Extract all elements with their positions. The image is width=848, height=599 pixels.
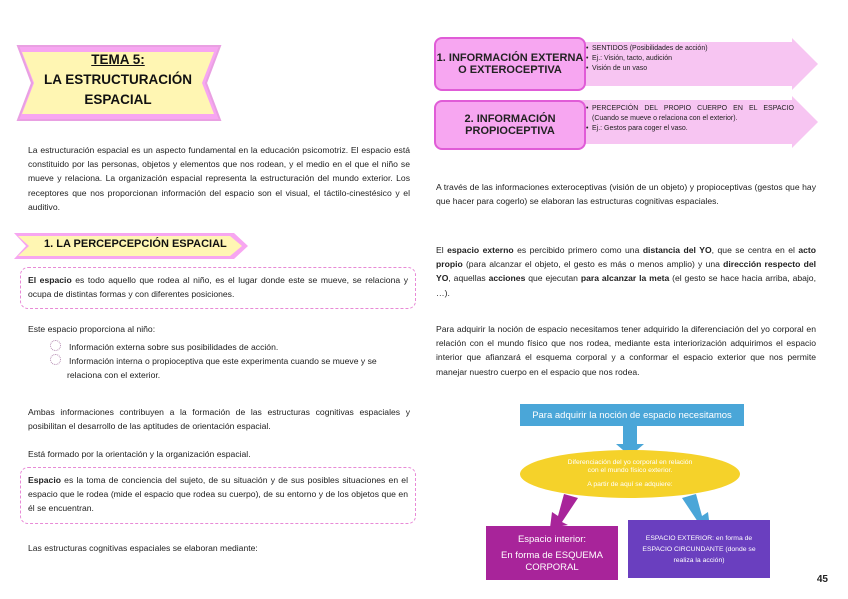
paragraph-b: El espacio externo es percibido primero como una distancia del YO, que se centra en el acto propio (para alcanzar el objeto, el gesto es más o menos amplio) y una dirección respecto del YO, aquellas acciones que ejecutan para alcanzar la meta (el gesto se hace hacia arriba, abajo, …).	[436, 245, 817, 298]
left-box-line-2: En forma de ESQUEMA	[501, 550, 603, 561]
definition-2-term: Espacio	[28, 475, 61, 485]
info-1-label: 1. INFORMACIÓN EXTERNA O EXTEROCEPTIVA	[436, 52, 584, 76]
provides-text: Este espacio proporciona al niño:	[28, 324, 156, 334]
info-2-item: • PERCEPCIÓN DEL PROPIO CUERPO EN EL ESPACIO (Cuando se mueve o relaciona con el exterior).	[586, 104, 794, 124]
ellipse-line-2: con el mundo físico exterior.	[587, 467, 673, 474]
definition-1-term: El espacio	[28, 275, 72, 285]
bullet-text: Información externa sobre sus posibilidades de acción.	[69, 342, 279, 352]
info-1-item: • SENTIDOS (Posibilidades de acción)	[586, 44, 786, 54]
ellipse-line-3: A partir de aquí se adquiere:	[587, 481, 673, 488]
dotted-circle-icon	[50, 340, 61, 351]
title-line-2: LA ESTRUCTURACIÓN	[44, 72, 192, 87]
bullet-list	[50, 340, 410, 383]
info-2-label: 2. INFORMACIÓN PROPIOCEPTIVA	[464, 113, 556, 137]
formed-text: Está formado por la orientación y la organización espacial.	[28, 449, 251, 459]
bullet-item	[50, 340, 410, 354]
right-box-line-3: realiza la acción)	[673, 557, 725, 564]
info-2-list	[586, 104, 794, 134]
page-number: 45	[816, 574, 828, 585]
right-box-line-2: ESPACIO CIRCUNDANTE (donde se	[642, 546, 756, 553]
left-box-line-1: Espacio interior:	[517, 534, 587, 545]
down-arrow-left	[550, 494, 578, 528]
definition-2-body: es la toma de conciencia del sujeto, de su situación y de sus posibles situaciones en el espacio que le rodea (mide el espacio que rodea su cuerpo), de su entorno y de los objetos que en él se encuentran.	[28, 475, 408, 514]
intro-paragraph: La estructuración espacial es un aspecto fundamental en la educación psicomotriz. El espacio está constituido por las personas, objetos y elementos que nos rodean, y el medio en el que el niño se mueve y relaciona. La organización espacial representa la estructuración del mundo exterior. Los receptores que nos proporcionan información del espacio son el visual, el táctilo-cinestésico y el auditivo.	[28, 145, 410, 212]
info-2-item: • Ej.: Gestos para coger el vaso.	[586, 124, 794, 134]
paragraph-c: Para adquirir la noción de espacio necesitamos tener adquirido la diferenciación del yo corporal en relación con el mundo físico que nos rodea, mediante esta interiorización adquirimos el espacio interior que afianzará el esquema corporal y a conformar el espacio exterior que nos permite manejar nuestro cuerpo en el espacio que nos rodea.	[436, 324, 816, 377]
title-line-1: TEMA 5:	[91, 52, 145, 67]
diagram-top-text: Para adquirir la noción de espacio necesitamos	[532, 410, 732, 421]
cognitive-text: Las estructuras cognitivas espaciales se elaboran mediante:	[28, 543, 258, 553]
info-box-proprioceptive	[434, 100, 586, 150]
title-line-3: ESPACIAL	[84, 92, 152, 107]
definition-2-text	[28, 473, 408, 516]
paragraph-a: A través de las informaciones exteroceptivas (visión de un objeto) y propioceptivas (gestos que hay que hacer para cogerlo) se elaboran las estructuras cognitivas espaciales.	[436, 182, 816, 207]
definition-1-text	[28, 273, 408, 301]
info-box-external	[434, 37, 586, 91]
both-paragraph: Ambas informaciones contribuyen a la formación de las estructuras cognitivas espaciales y posibilitan el desarrollo de las aptitudes de orientación espacial.	[28, 407, 410, 432]
page-title	[18, 50, 218, 110]
section-1-heading: 1. LA PERCEPCEPCIÓN ESPACIAL	[44, 238, 227, 250]
definition-1-body: es todo aquello que rodea al niño, es el lugar donde este se mueve, se relaciona y ocupa de distintas formas y con diferentes posiciones.	[28, 275, 408, 300]
info-1-item: • Visión de un vaso	[586, 64, 786, 74]
concept-diagram	[480, 400, 780, 585]
bullet-text: Información interna o propioceptiva que este experimenta cuando se mueve y se relaciona con el exterior.	[67, 356, 377, 381]
info-1-list	[586, 44, 786, 74]
right-box-line-1: ESPACIO EXTERIOR: en forma de	[645, 535, 753, 542]
ellipse-line-1: Diferenciación del yo corporal en relación	[567, 459, 693, 466]
bullet-item	[50, 354, 410, 382]
left-box-line-3: CORPORAL	[525, 562, 579, 573]
dotted-circle-icon	[50, 354, 61, 365]
info-1-item: • Ej.: Visión, tacto, audición	[586, 54, 786, 64]
